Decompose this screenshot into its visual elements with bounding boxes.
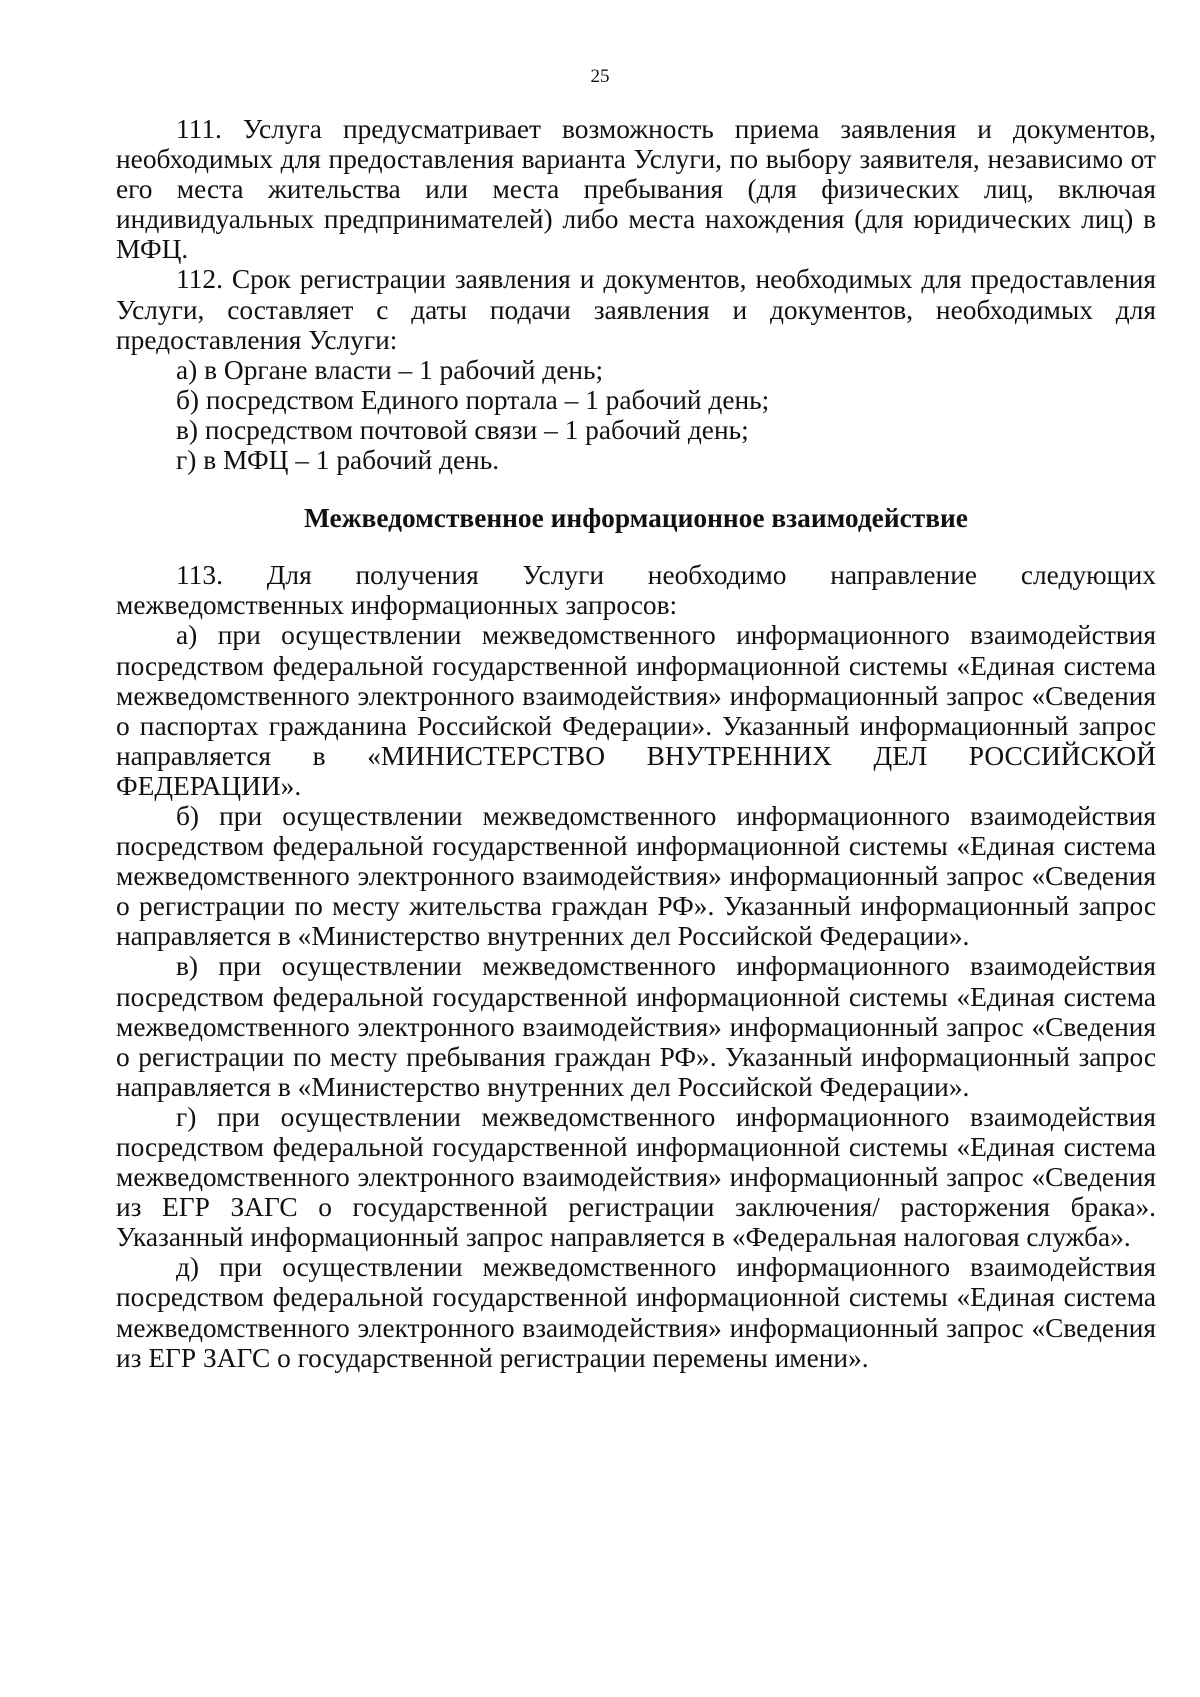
list-item-112-a: а) в Органе власти – 1 рабочий день;	[176, 354, 604, 385]
list-item-112-v: в) посредством почтовой связи – 1 рабочий день;	[176, 414, 749, 445]
list-item-113-d: д) при осуществлении межведомственного информационного взаимодействия посредством федеральной государственной информационной системы «Единая система межведомственного электронного взаимодействия» информационный запрос «Сведения из ЕГР ЗАГС о государственной регистрации перемены имени».	[116, 1252, 1156, 1373]
list-item-113-a: а) при осуществлении межведомственного информационного взаимодействия посредством федеральной государственной информационной системы «Единая система межведомственного электронного взаимодействия» информационный запрос «Сведения о паспортах гражданина Российской Федерации». Указанный информационный запрос направляется в «МИНИСТЕРСТВО ВНУТРЕННИХ ДЕЛ РОССИЙСКОЙ ФЕДЕРАЦИИ».	[116, 620, 1156, 801]
list-item-113-v: в) при осуществлении межведомственного информационного взаимодействия посредством федеральной государственной информационной системы «Единая система межведомственного электронного взаимодействия» информационный запрос «Сведения о регистрации по месту пребывания граждан РФ». Указанный информационный запрос направляется в «Министерство внутренних дел Российской Федерации».	[116, 951, 1156, 1102]
section-heading: Межведомственное информационное взаимодействие	[304, 503, 968, 534]
document-body	[116, 114, 1156, 1373]
paragraph-111: 111. Услуга предусматривает возможность приема заявления и документов, необходимых для предоставления варианта Услуги, по выбору заявителя, независимо от его места жительства или места пребывания (для физических лиц, включая индивидуальных предпринимателей) либо места нахождения (для юридических лиц) в МФЦ.	[116, 114, 1156, 265]
page-number: 25	[590, 66, 610, 87]
list-item-113-b: б) при осуществлении межведомственного информационного взаимодействия посредством федеральной государственной информационной системы «Единая система межведомственного электронного взаимодействия» информационный запрос «Сведения о регистрации по месту жительства граждан РФ». Указанный информационный запрос направляется в «Министерство внутренних дел Российской Федерации».	[116, 800, 1156, 952]
list-item-113-g: г) при осуществлении межведомственного информационного взаимодействия посредством федеральной государственной информационной системы «Единая система межведомственного электронного взаимодействия» информационный запрос «Сведения из ЕГР ЗАГС о государственной регистрации заключения/ расторжения брака». Указанный информационный запрос направляется в «Федеральная налоговая служба».	[116, 1101, 1156, 1253]
paragraph-112: 112. Срок регистрации заявления и документов, необходимых для предоставления Услуги, составляет с даты подачи заявления и документов, необходимых для предоставления Услуги:	[116, 264, 1156, 355]
paragraph-113: 113. Для получения Услуги необходимо направление следующих межведомственных информационных запросов:	[116, 560, 1156, 621]
list-item-112-g: г) в МФЦ – 1 рабочий день.	[176, 445, 500, 476]
list-item-112-b: б) посредством Единого портала – 1 рабочий день;	[176, 384, 770, 415]
